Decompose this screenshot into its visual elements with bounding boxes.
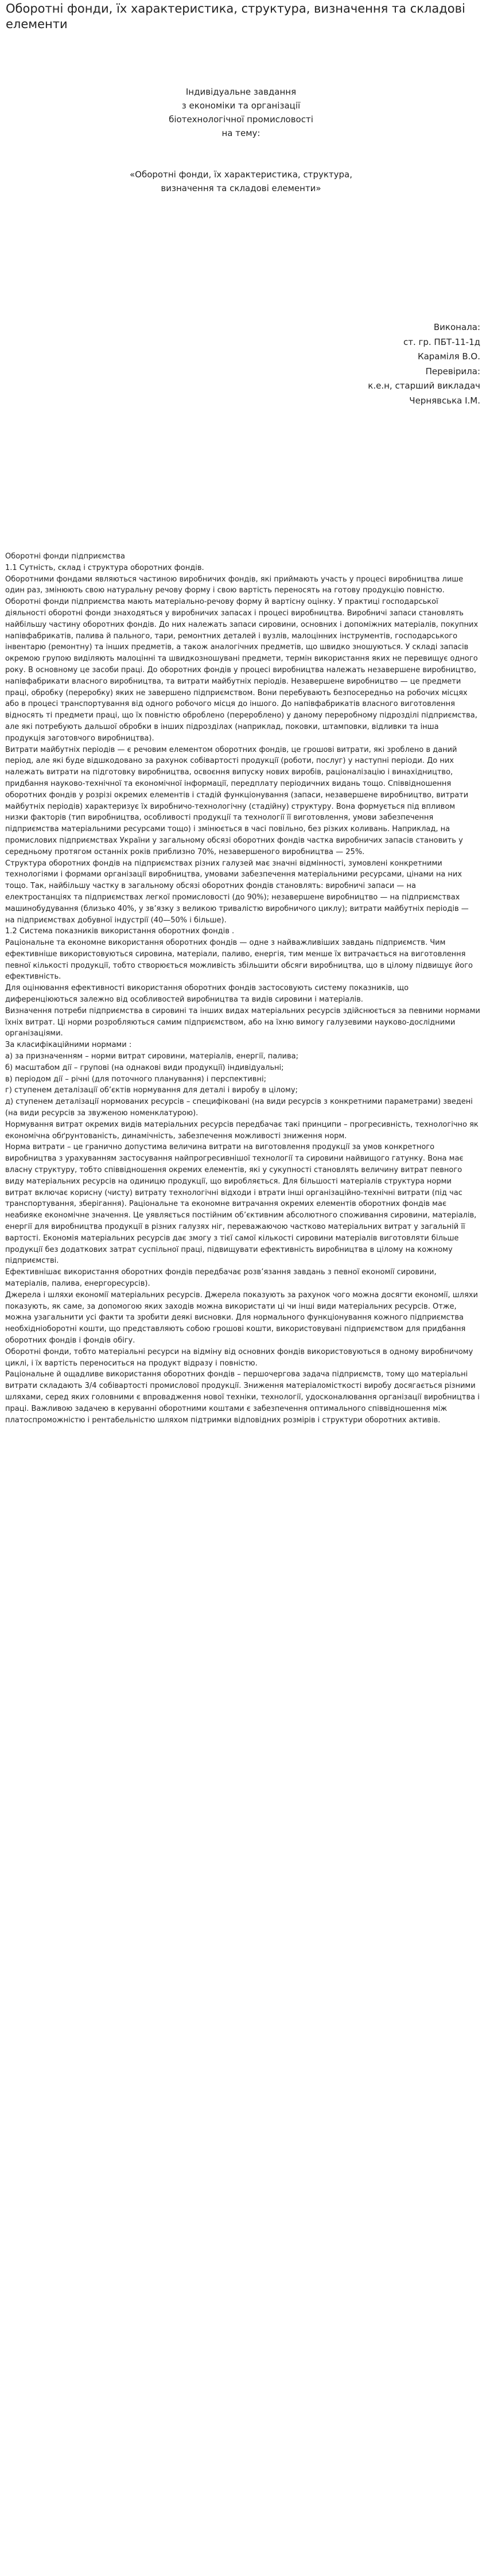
author-line: к.е.н, старший викладач <box>368 381 480 391</box>
author-block <box>251 320 480 408</box>
body-paragraph: Раціональне та економне використання оборотних фондів — одне з найважливіших завдань підприємств. Чим ефективніше використовуються сировина, матеріали, паливо, енергія, тим менше їх витрачається на виготовлення певної кількості продукції, тобто створюється можливість збільшити обсяги виробництва, що в цілому підвищує його ефективність. <box>5 938 473 981</box>
list-item: г) ступенем деталізації об’єктів нормування для деталі і виробу в цілому; <box>5 1086 298 1095</box>
section-heading: Оборотні фонди підприємства <box>5 552 125 561</box>
list-item: а) за призначенням – норми витрат сировини, матеріалів, енергії, палива; <box>5 1052 298 1061</box>
subsection-heading: 1.1 Сутність, склад і структура оборотних фондів. <box>5 563 204 572</box>
author-line: Перевірила: <box>425 366 480 377</box>
body-paragraph: Оборотні фонди, тобто матеріальні ресурси на відміну від основних фондів використовуються в одному виробничому циклі, і їх вартість переноситься на продукт відразу і повністю. <box>5 1347 473 1368</box>
cover-topic-line: визначення та складові елементи» <box>161 183 321 193</box>
document-body <box>5 551 480 1426</box>
cover-line: біотехнологічної промисловості <box>169 114 313 125</box>
body-paragraph: Раціональне й ощадливе використання оборотних фондів – першочергова задача підприємств, тому що матеріальні витрати складають 3/4 собівартості промислової продукції. Зниження матеріаломісткості виробу досягається різними шляхами, серед яких головними є впровадження нової техніки, технології, удосконалювання організації виробництва і праці. Важливою задачею в керуванні оборотними коштами є забезпечення оптимального співвідношення між платоспроможністю і рентабельністю шляхом підтримки відповідних розмірів і структури оборотних активів. <box>5 1370 480 1425</box>
body-paragraph: Джерела і шляхи економії матеріальних ресурсів. Джерела показують за рахунок чого можна досягти економії, шляхи показують, як саме, за допомогою яких заходів можна використати ці чи інші види матеріальних ресурсів. Отже, можна узагальнити усі факти та зробити деякі висновки. Для нормального функціонування кожного підприємства необхідніоборотні кошти, що представляють собою грошові кошти, використовувані підприємством для придбання оборотних фондів і фондів обігу. <box>5 1290 478 1345</box>
author-line: Чернявська І.М. <box>409 395 480 406</box>
body-paragraph: Оборотні фонди підприємства мають матеріально-речову форму й вартісну оцінку. У практиці господарської діяльності оборотні фонди знаходяться у виробничих запасах і процесі виробництва. Виробничі запаси становлять найбільшу частину оборотних фондів. До них належать запаси сировини, основних і допоміжних матеріалів, покупних напівфабрикатів, палива й пального, тари, ремонтних деталей і вузлів, малоцінних інструментів, господарського інвентарю (ремонтну) та інших предметів, а також аналогічних предметів, що швидко зношуються. У складі запасів окремою групою виділяють малоцінні та швидкозношувані предмети, термін використання яких не перевищує одного року. В основному це засоби праці. До оборотних фондів у процесі виробництва належать незавершене виробництво, напівфабрикати власного виробництва, та витрати майбутніх періодів. Незавершене виробництво — це предмети праці, обробку (переробку) яких не завершено підприємством. Вони перебувають безпосередньо на робочих місцях або в процесі транспортування від одного робочого місця до іншого. До напівфабрикатів власного виготовлення відносять ті предмети праці, що їх повністю оброблено (перероблено) у даному переробному підрозділі підприємства, але які потребують дальшої обробки в інших підрозділах (наприклад, поковки, штамповки, відливки та інша продукція заготовчого виробництва). <box>5 598 479 743</box>
cover-topic-block <box>0 168 482 195</box>
list-item: д) ступенем деталізації нормованих ресурсів – специфіковані (на види ресурсів з конкретними параметрами) зведені (на види ресурсів за звуженою номенклатурою). <box>5 1097 473 1118</box>
body-paragraph: Для оцінювання ефективності використання оборотних фондів застосовують систему показників, що диференціюються залежно від особливостей виробництва та видів сировини і матеріалів. <box>5 984 409 1004</box>
author-line: Виконала: <box>433 322 480 332</box>
body-paragraph: Витрати майбутніх періодів — є речовим елементом оборотних фондів, це грошові витрати, які зроблено в даний період, але які буде відшкодовано за рахунок собівартості продукції (роботи, послуг) у наступні періоди. До них належать витрати на підготовку виробництва, освоєння випуску нових виробів, раціоналізацію і винахідництво, придбання науково-технічної та економічної інформації, передплату періодичних видань тощо. Співвідношення оборотних фондів у розрізі окремих елементів і стадій функціонування (запаси, незавершене виробництво, витрати майбутніх періодів) характеризує їх виробничо-технологічну (стадійну) структуру. Вона формується під впливом низки факторів (тип виробництва, особливості продукції та технології її виготовлення, умови забезпечення підприємства матеріальними ресурсами тощо) і змінюється в часі повільно, без різких коливань. Наприклад, на промислових підприємствах України у загальному обсязі оборотних фондів частка виробничих запасів становить у середньому протягом останніх років приблизно 70%, незавершеного виробництва — 25%. <box>5 745 469 856</box>
cover-line: з економіки та організації <box>181 100 301 111</box>
document-title: Оборотні фонди, їх характеристика, структура, визначення та складові елементи <box>6 2 465 31</box>
body-paragraph: Визначення потреби підприємства в сировині та інших видах матеріальних ресурсів здійснюється за певними нормами їхніх витрат. Ці норми розробляються самим підприємством, або на їхню вимогу галузевими науково-дослідними організаціями. <box>5 1006 480 1038</box>
cover-line: Індивідуальне завдання <box>185 87 297 97</box>
body-paragraph: Структура оборотних фондів на підприємствах різних галузей має значні відмінності, зумовлені конкретними технологіями і формами організації виробництва, умовами забезпечення матеріальними ресурсами, цінами на них тощо. Так, найбільшу частку в загальному обсязі оборотних фондів становлять: виробничі запаси — на електростанціях та підприємствах легкої промисловості (до 90%); незавершене виробництво — на підприємствах машинобудування (близько 40%, у зв’язку з великою тривалістю виробничого циклу); витрати майбутніх періодів — на підприємствах добувної індустрії (40—50% і більше). <box>5 859 469 925</box>
subsection-heading: 1.2 Система показників використання оборотних фондів . <box>5 927 235 936</box>
list-intro: За класифікаційними нормами : <box>5 1041 132 1050</box>
author-line: Караміля В.О. <box>417 351 480 362</box>
body-paragraph: Норма витрати – це гранично допустима величина витрати на виготовлення продукції за умов конкретного виробництва з урахуванням застосування найпрогресивнішої технології та сировини найвищого гатунку. Вона має власну структуру, тобто співвідношення окремих елементів, які у сукупності становлять величину витрат певного виду матеріальних ресурсів на одиницю продукції, що виробляється. Для більшості матеріалів структура норми витрат включає корисну (чисту) витрату технологічні відходи і втрати інші організаційно-технічні витрати (під час транспортування, зберігання). Раціональне та економне витрачання окремих елементів оборотних фондів має неабияке економічне значення. Це уявляється постійним об’єктивним абсолютного споживання сировини, матеріалів, енергії для виробництва продукції в різних галузях ніг, переважаючою частково матеріальних витрат у загальній її вартості. Економія матеріальних ресурсів дає змогу з тієї самої кількості сировини матеріалів виготовляти більше продукції без додаткових затрат суспільної праці, підвищувати ефективність виробництва в цілому на кожному підприємстві. <box>5 1143 477 1266</box>
cover-topic-line: «Оборотні фонди, їх характеристика, структура, <box>129 169 352 180</box>
list-item: б) масштабом дії – групові (на однакові види продукції) індивідуальні; <box>5 1063 284 1072</box>
cover-line: на тему: <box>221 128 261 138</box>
body-paragraph: Оборотними фондами являються частиною виробничих фондів, які приймають участь у процесі виробництва лише один раз, змінюють свою натуральну речову форму і свою вартість переносять на готову продукцію повністю. <box>5 575 464 595</box>
body-paragraph: Нормування витрат окремих видів матеріальних ресурсів передбачає такі принципи – прогресивність, технологічно як економічна обґрунтованість, динамічність, забезпечення можливості зниження норм. <box>5 1120 479 1140</box>
body-paragraph: Ефективнішає використання оборотних фондів передбачає розв’язання завдань з певної економії сировини, матеріалів, палива, енергоресурсів). <box>5 1268 437 1288</box>
author-line: ст. гр. ПБТ-11-1д <box>403 336 480 347</box>
list-item: в) періодом дії – річні (для поточного планування) і перспективні; <box>5 1074 266 1084</box>
cover-assignment-block <box>0 85 482 140</box>
